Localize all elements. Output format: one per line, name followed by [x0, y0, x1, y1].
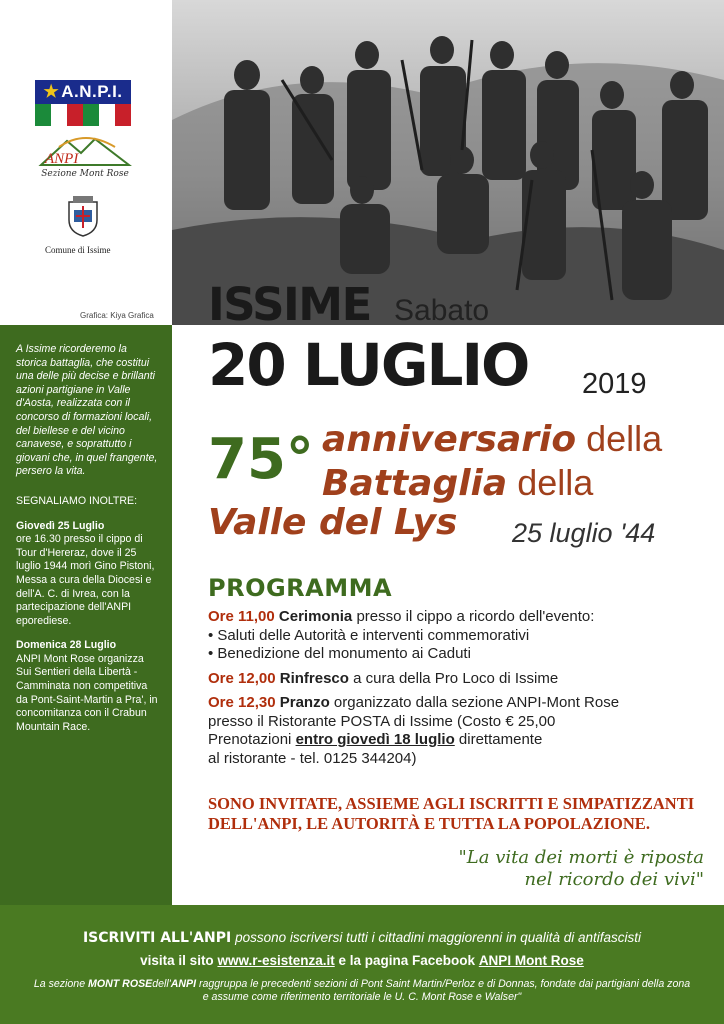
facebook-link[interactable]: ANPI Mont Rose	[478, 953, 584, 968]
sidebar-intro: A Issime ricorderemo la storica battaglia, che costitui una delle più decise e brillanti azioni partigiane in Valle d'Aosta, realizzata con il concorso di formazioni locali, del biellese e del vicino canavese, e soprattutto i giovani che, in quel frangente, persero la vita.	[16, 343, 158, 478]
event-1-text: ore 16.30 presso il cippo di Tour d'Hereraz, dove il 25 luglio 1944 morì Gino Pistoni, Messa a cura della Diocesi e dell'A. C. di Ivrea, con la partecipazione dell'ANPI eporediese.	[16, 533, 155, 627]
mont-rose-logo-text: ANPI	[45, 151, 79, 167]
program-bullet: • Benedizione del monumento ai Caduti	[208, 645, 471, 662]
footer	[0, 905, 724, 1024]
battle-line: Battaglia della	[322, 462, 594, 504]
star-icon: ★	[43, 82, 60, 101]
weekday: Sabato	[394, 294, 490, 327]
section-note: La sezione MONT ROSEdell'ANPI raggruppa le precedenti sezioni di Pont Saint Martin/Perloz e di Donnas, fondate dai partigiani della zona e assume come riferimento territoriale le U. C. Mont Rose e Walser"	[33, 978, 691, 1003]
main-content	[172, 278, 724, 905]
partisans-photo	[172, 0, 724, 325]
event-date: 20 LUGLIO	[208, 331, 529, 399]
group-photo-image	[172, 0, 724, 325]
comune-label: Comune di Issime	[45, 245, 111, 255]
battle-date: 25 luglio '44	[512, 518, 656, 548]
event-year: 2019	[582, 368, 647, 400]
mont-rose-name: Sezione Mont Rose	[41, 169, 129, 179]
invitation: SONO INVITATE, ASSIEME AGLI ISCRITTI E SIMPATIZZANTI DELL'ANPI, LE AUTORITÀ E TUTTA LA POPOLAZIONE.	[208, 794, 695, 833]
anpi-logo	[35, 80, 131, 126]
graphics-credit: Grafica: Kiya Grafica	[80, 311, 154, 320]
program-bullet: • Saluti delle Autorità e interventi commemorativi	[208, 626, 530, 644]
program-item-1: Ore 11,00 Cerimonia presso il cippo a ricordo dell'evento:	[208, 608, 595, 625]
anniversary-ordinal: 75°	[208, 427, 314, 492]
anpi-logo-label: A.N.P.I.	[61, 82, 123, 101]
flag-stripes	[35, 104, 131, 126]
info-sidebar	[0, 325, 172, 905]
sidebar-heading: SEGNALIAMO INOLTRE:	[16, 494, 138, 507]
logo-column	[0, 0, 172, 325]
issime-crest	[45, 196, 111, 258]
event-2-text: ANPI Mont Rose organizza Sui Sentieri della Libertà - Camminata non competitiva da Pont-Saint-Martin a Pra', in concomitanza con il Crabun Mountain Race.	[16, 652, 158, 733]
anniversary-line: anniversario della	[322, 418, 663, 460]
valley-title: Valle del Lys	[208, 502, 458, 543]
website-link[interactable]: www.r-esistenza.it	[217, 953, 335, 968]
program-item-3: Ore 12,30 Pranzo organizzato dalla sezione ANPI-Mont Rose	[208, 694, 620, 711]
anpi-mont-rose-logo	[33, 133, 137, 188]
quote: "La vita dei morti è riposta nel ricordo dei vivi"	[458, 847, 704, 890]
program-list: Ore 11,00 Cerimonia presso il cippo a ricordo dell'evento: • Saluti delle Autorità e interventi commemorativi • Benedizione del monumento ai Caduti Ore 12,00 Rinfresco a cura della Pro Loco di Issime Ore 12,30 Pranzo organizzato dalla sezione ANPI-Mont Rose presso il Ristorante POSTA di Issime (Costo € 25,00 Prenotazioni entro giovedì 18 luglio direttamente al ristorante - tel. 0125 344204)	[208, 608, 718, 768]
program-title: PROGRAMMA	[208, 574, 393, 602]
event-1-title: Giovedì 25 Luglio	[16, 519, 105, 532]
sidebar-event-1	[16, 520, 158, 629]
visit-line: visita il sito www.r-esistenza.it e la pagina Facebook ANPI Mont Rose	[140, 953, 584, 968]
program-item-2: Ore 12,00 Rinfresco a cura della Pro Loco di Issime	[208, 669, 559, 687]
town-title: ISSIME	[208, 278, 371, 331]
restaurant-phone: al ristorante - tel. 0125 344204)	[208, 749, 417, 767]
join-line: ISCRIVITI ALL'ANPI possono iscriversi tutti i cittadini maggiorenni in qualità di antifascisti	[82, 930, 642, 946]
sidebar-event-2	[16, 639, 158, 734]
crest-icon	[66, 196, 100, 238]
event-2-title: Domenica 28 Luglio	[16, 639, 117, 652]
mountain-icon	[37, 133, 133, 169]
